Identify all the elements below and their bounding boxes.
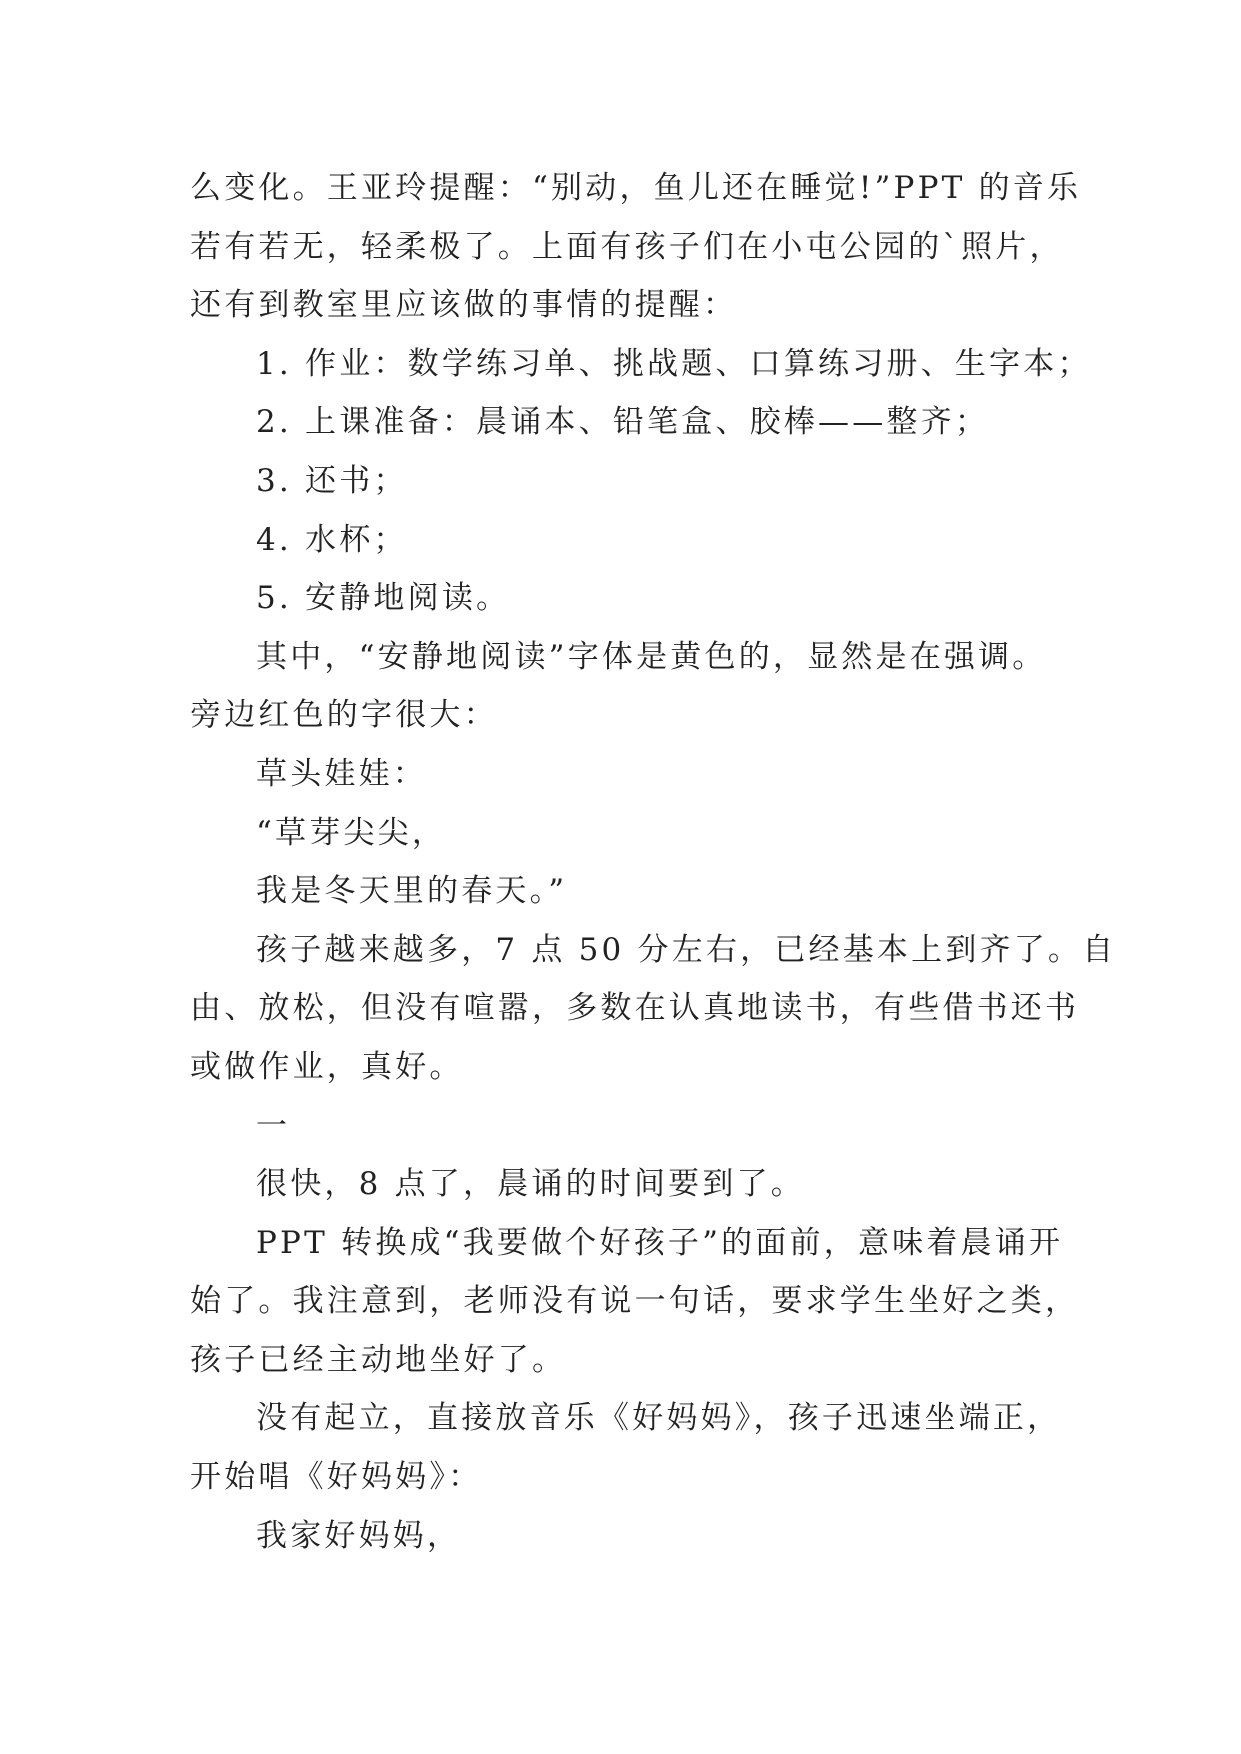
paragraph-line: 很快，8 点了，晨诵的时间要到了。 xyxy=(256,1166,805,1203)
paragraph-line: 还有到教室里应该做的事情的提醒： xyxy=(190,287,738,324)
paragraph-line: 由、放松，但没有喧嚣，多数在认真地读书，有些借书还书 xyxy=(190,990,1080,1027)
paragraph-line: 孩子越来越多，7 点 50 分左右，已经基本上到齐了。自 xyxy=(256,931,1117,968)
list-item-return-books: 3. 还书； xyxy=(256,462,408,499)
paragraph-line: 开始唱《好妈妈》： xyxy=(190,1459,483,1496)
paragraph-line: 若有若无，轻柔极了。上面有孩子们在小屯公园的`照片， xyxy=(190,228,1064,265)
paragraph-line: 旁边红色的字很大： xyxy=(190,697,498,734)
poem-title: 草头娃娃： xyxy=(256,755,427,792)
poem-line: “草芽尖尖， xyxy=(256,814,447,851)
paragraph-line: 其中，“安静地阅读”字体是黄色的，显然是在强调。 xyxy=(256,638,1047,675)
list-item-quiet-reading: 5. 安静地阅读。 xyxy=(256,580,511,617)
list-item-water-cup: 4. 水杯； xyxy=(256,521,408,558)
list-item-homework: 1. 作业：数学练习单、挑战题、口算练习册、生字本； xyxy=(256,345,1092,382)
song-lyric-line: 我家好妈妈， xyxy=(256,1517,462,1554)
paragraph-line: 或做作业，真好。 xyxy=(190,1048,464,1085)
paragraph-line: 么变化。王亚玲提醒：“别动，鱼儿还在睡觉!”PPT 的音乐 xyxy=(190,170,1082,206)
section-marker: 一 xyxy=(256,1107,291,1144)
paragraph-line: PPT 转换成“我要做个好孩子”的面前，意味着晨诵开 xyxy=(256,1224,1064,1261)
paragraph-line: 孩子已经主动地坐好了。 xyxy=(190,1341,567,1378)
list-item-class-prep: 2. 上课准备：晨诵本、铅笔盒、胶棒——整齐； xyxy=(256,404,990,441)
paragraph-line: 没有起立，直接放音乐《好妈妈》，孩子迅速坐端正， xyxy=(256,1400,1062,1437)
poem-line: 我是冬天里的春天。” xyxy=(256,873,568,910)
paragraph-line: 始了。我注意到，老师没有说一句话，要求学生坐好之类， xyxy=(190,1283,1080,1320)
document-body xyxy=(190,159,1117,1565)
